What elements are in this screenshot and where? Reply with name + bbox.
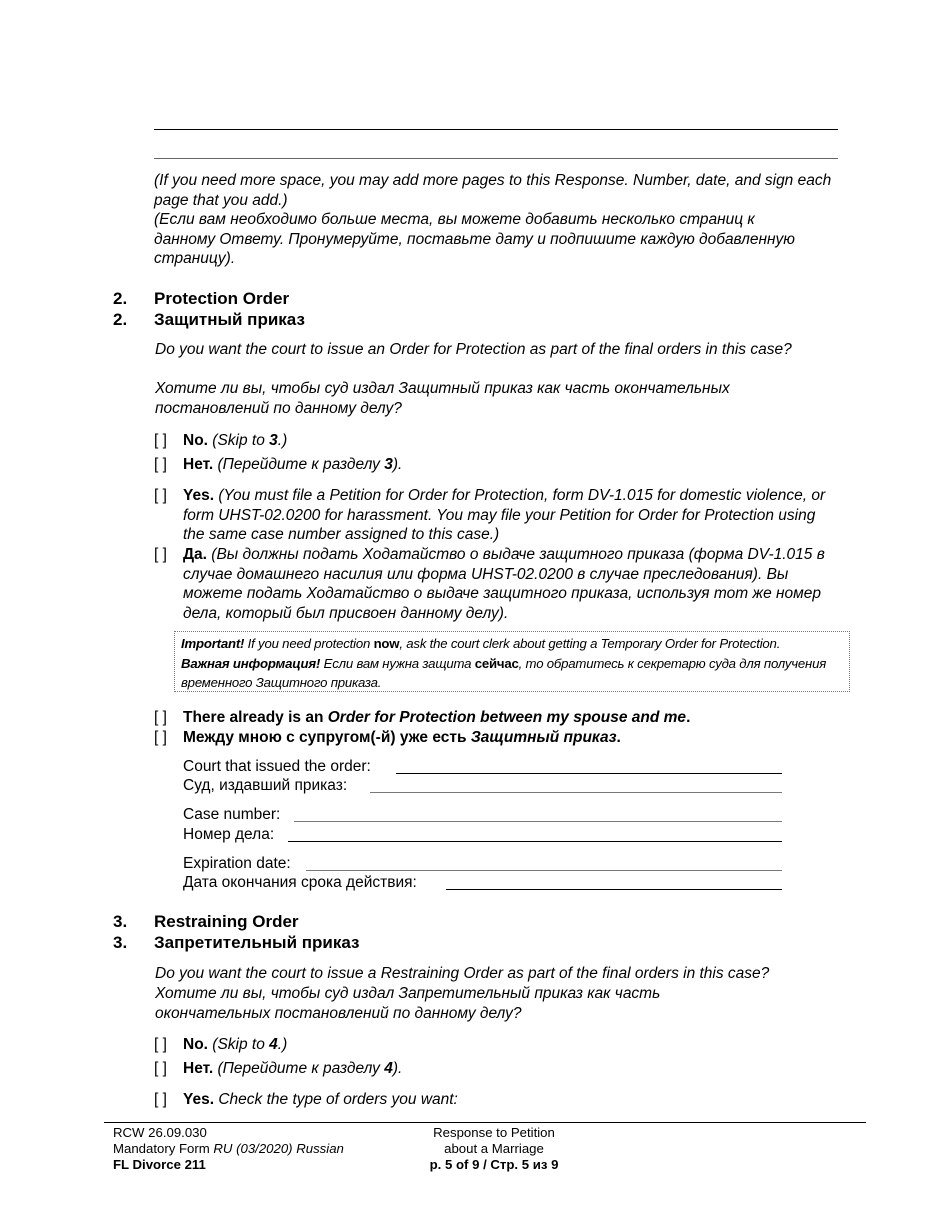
no-label: No. xyxy=(183,432,208,449)
already-order-ru-option: Между мною с супругом(-й) уже есть Защитный приказ. xyxy=(183,729,621,746)
no-label-ru: Нет. xyxy=(183,456,214,473)
footer-mandatory: Mandatory Form RU (03/2020) Russian xyxy=(113,1141,344,1156)
already-order-en-checkbox[interactable]: [ ] xyxy=(154,709,167,726)
more-space-note-ru: (Если вам необходимо больше места, вы можете добавить несколько страниц к данному Ответу. Пронумеруйте, поставьте дату и подпишите каждую добавленную страницу). xyxy=(154,211,795,267)
yes-note-ru: (Вы должны подать Ходатайство о выдаче защитного приказа (форма DV-1.015 в случае домашнего насилия или форма UHST-02.0200 в случае преследования). Вы можете подать Ходатайство о выдаче защитного приказа, используя тот же номер дела, который был присвоен данному делу). xyxy=(183,546,825,622)
section2-no-en-checkbox[interactable]: [ ] xyxy=(154,432,167,449)
section3-title-en: Restraining Order xyxy=(154,912,299,931)
footer-title-2: about a Marriage xyxy=(444,1141,544,1156)
section2-no-en-option xyxy=(183,431,843,451)
footer-form-id: FL Divorce 211 xyxy=(113,1157,206,1172)
footer-center xyxy=(404,1125,584,1173)
footer-left xyxy=(113,1125,344,1173)
important-note-box xyxy=(174,631,850,692)
section2-question-ru: Хотите ли вы, чтобы суд издал Защитный приказ как часть окончательных постановлений по данному делу? xyxy=(155,380,730,417)
important-note-ru: Важная информация! Если вам нужна защита сейчас, то обратитесь к секретарю суда для получения временного Защитного приказа. xyxy=(181,655,827,690)
blank-line-1[interactable] xyxy=(154,129,838,130)
section3-question-en: Do you want the court to issue a Restraining Order as part of the final orders in this case? xyxy=(155,965,770,982)
case-label-en: Case number: xyxy=(183,806,281,823)
section3-question-ru: Хотите ли вы, чтобы суд издал Запретительный приказ как часть окончательных постановлений по данному делу? xyxy=(155,985,661,1022)
yes-label-3: Yes. xyxy=(183,1091,215,1108)
footer-page: p. 5 of 9 / Стр. 5 из 9 xyxy=(429,1157,559,1172)
section3-no-ru-option xyxy=(183,1059,843,1079)
case-label-ru: Номер дела: xyxy=(183,826,275,843)
footer-rcw: RCW 26.09.030 xyxy=(113,1125,207,1140)
yes-note-3: Check the type of orders you want: xyxy=(218,1091,458,1108)
section2-yes-ru-option xyxy=(183,545,843,623)
section2-number-en: 2. xyxy=(113,289,128,308)
section2-yes-en-option xyxy=(183,486,838,545)
section2-number-ru: 2. xyxy=(113,310,128,329)
skip-note: (Skip to 3.) xyxy=(212,432,288,449)
skip-note-3-ru: (Перейдите к разделу 4). xyxy=(217,1060,403,1077)
section2-question-en: Do you want the court to issue an Order for Protection as part of the final orders in this case? xyxy=(155,341,792,358)
court-label-en: Court that issued the order: xyxy=(183,758,371,775)
blank-line-2[interactable] xyxy=(154,158,838,159)
no-label-3-ru: Нет. xyxy=(183,1060,214,1077)
court-label-ru: Суд, издавший приказ: xyxy=(183,777,348,794)
already-order-ru-checkbox[interactable]: [ ] xyxy=(154,729,167,746)
yes-label: Yes. xyxy=(183,487,215,504)
case-number-field[interactable] xyxy=(294,821,782,822)
section3-no-en-option xyxy=(183,1035,843,1055)
section3-number-en: 3. xyxy=(113,912,128,931)
section2-title-en: Protection Order xyxy=(154,289,290,308)
expiration-label-en: Expiration date: xyxy=(183,855,291,872)
skip-note-3: (Skip to 4.) xyxy=(212,1036,288,1053)
footer-title-1: Response to Petition xyxy=(433,1125,555,1140)
section2-no-ru-checkbox[interactable]: [ ] xyxy=(154,456,167,473)
expiration-label-ru: Дата окончания срока действия: xyxy=(183,874,417,891)
expiration-field[interactable] xyxy=(306,870,782,871)
section3-number-ru: 3. xyxy=(113,933,128,952)
court-field-ru[interactable] xyxy=(370,792,782,793)
section2-yes-ru-checkbox[interactable]: [ ] xyxy=(154,546,167,563)
more-space-note-en: (If you need more space, you may add more pages to this Response. Number, date, and sign each page that you add.) xyxy=(154,172,832,209)
yes-note: (You must file a Petition for Order for Protection, form DV-1.015 for domestic violence, or form UHST-02.0200 for harassment. You may file your Petition for Order for Protection using the same case number assigned to this case.) xyxy=(183,487,826,543)
section3-yes-en-option xyxy=(183,1090,843,1110)
court-field[interactable] xyxy=(396,773,782,774)
section3-title-ru: Запретительный приказ xyxy=(154,933,360,952)
section3-no-ru-checkbox[interactable]: [ ] xyxy=(154,1060,167,1077)
no-label-3: No. xyxy=(183,1036,208,1053)
section3-no-en-checkbox[interactable]: [ ] xyxy=(154,1036,167,1053)
section3-yes-en-checkbox[interactable]: [ ] xyxy=(154,1091,167,1108)
expiration-field-ru[interactable] xyxy=(446,889,782,890)
skip-note-ru: (Перейдите к разделу 3). xyxy=(217,456,403,473)
important-note-en: Important! If you need protection now, ask the court clerk about getting a Temporary Order for Protection. xyxy=(181,636,781,651)
section2-yes-en-checkbox[interactable]: [ ] xyxy=(154,487,167,504)
section2-title-ru: Защитный приказ xyxy=(154,310,305,329)
already-order-en-option: There already is an Order for Protection between my spouse and me. xyxy=(183,709,691,726)
case-number-field-ru[interactable] xyxy=(288,841,782,842)
yes-label-ru: Да. xyxy=(183,546,207,563)
footer-rule xyxy=(104,1122,866,1123)
section2-no-ru-option xyxy=(183,455,843,475)
